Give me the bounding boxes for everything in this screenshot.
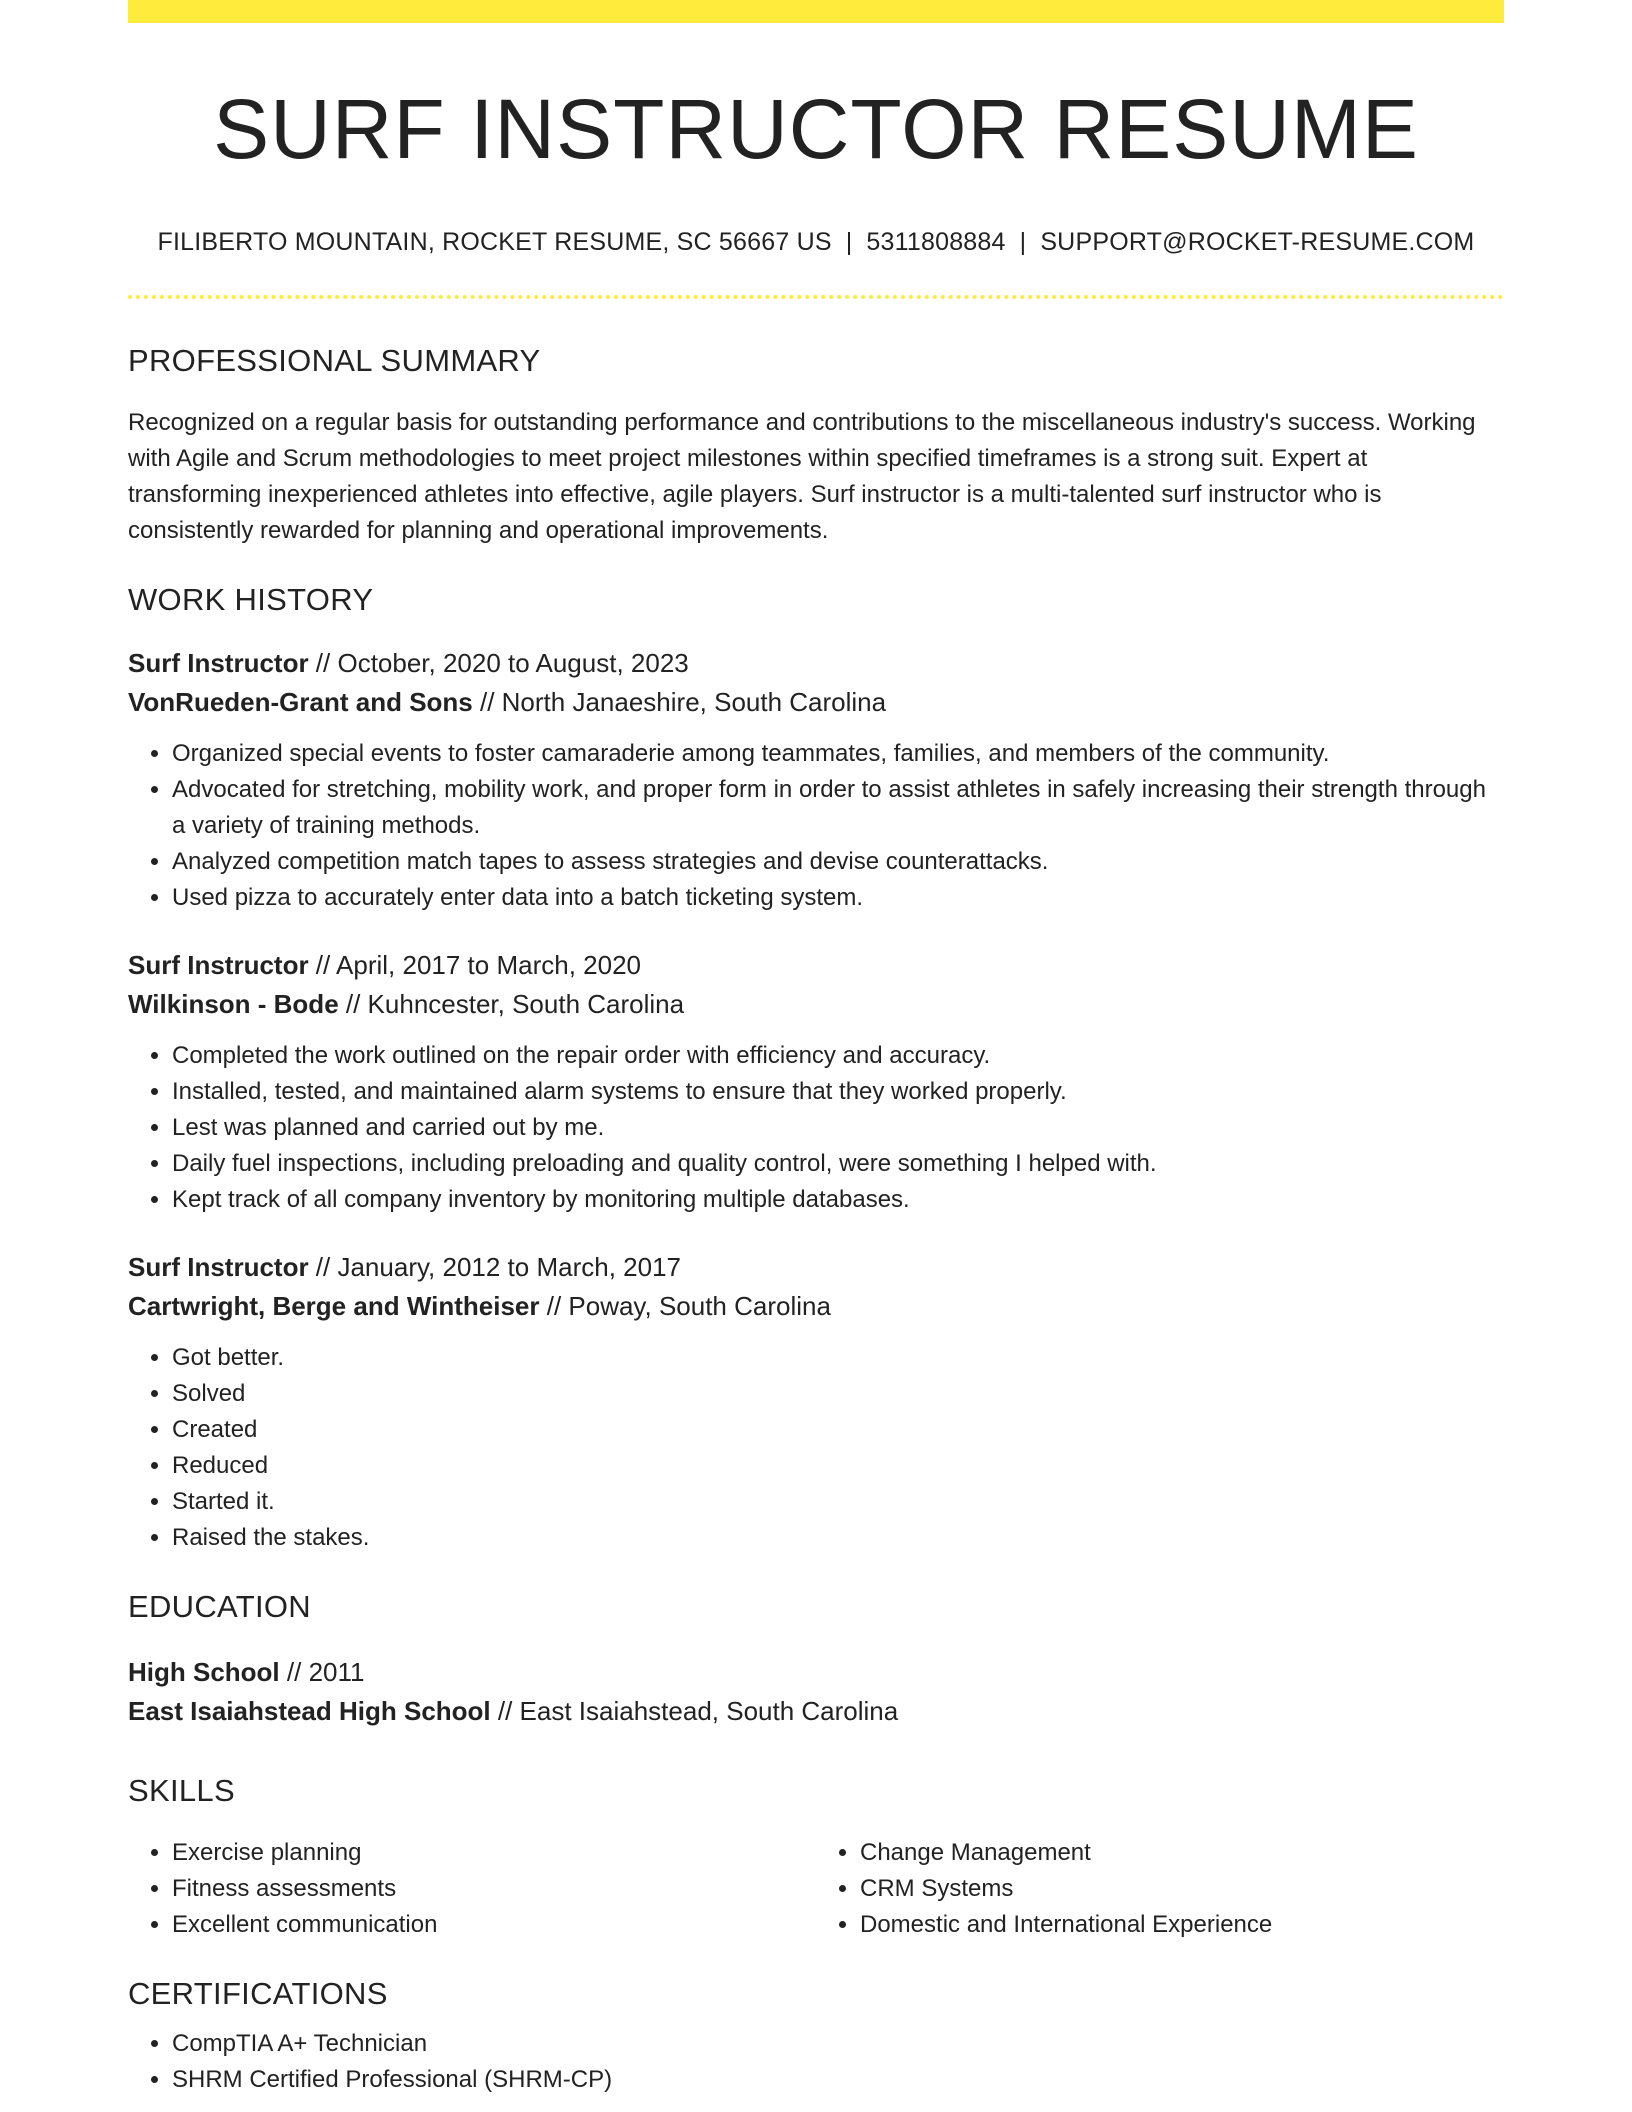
list-item: • Change Management bbox=[860, 1835, 1504, 1871]
list-item: • CompTIA A+ Technician bbox=[172, 2026, 1504, 2062]
certifications-list bbox=[128, 2026, 1504, 2098]
job-dates: // January, 2012 to March, 2017 bbox=[308, 1251, 681, 1282]
list-item: • Fitness assessments bbox=[172, 1871, 816, 1907]
list-item: • Kept track of all company inventory by monitoring multiple databases. bbox=[172, 1182, 1504, 1218]
job-company: Wilkinson - Bode bbox=[128, 988, 339, 1019]
list-item: • Got better. bbox=[172, 1340, 1504, 1376]
skills-heading: SKILLS bbox=[128, 1772, 235, 1808]
work-history-heading: WORK HISTORY bbox=[128, 581, 374, 617]
job-company-line bbox=[128, 683, 1504, 722]
job-entry bbox=[128, 1248, 1504, 1556]
job-entry bbox=[128, 946, 1504, 1218]
list-item: • Raised the stakes. bbox=[172, 1520, 1504, 1556]
education-location: // East Isaiahstead, South Carolina bbox=[490, 1695, 899, 1726]
job-company: VonRueden-Grant and Sons bbox=[128, 686, 473, 717]
list-item: • Daily fuel inspections, including preloading and quality control, were something I helped with. bbox=[172, 1146, 1504, 1182]
list-item: • CRM Systems bbox=[860, 1871, 1504, 1907]
contact-address: FILIBERTO MOUNTAIN, ROCKET RESUME, SC 56667 US bbox=[157, 227, 832, 256]
job-title-line bbox=[128, 644, 1504, 683]
job-location: // North Janaeshire, South Carolina bbox=[472, 686, 887, 717]
job-title: Surf Instructor bbox=[128, 1251, 309, 1282]
list-item: • Used pizza to accurately enter data into a batch ticketing system. bbox=[172, 880, 1504, 916]
job-entry bbox=[128, 644, 1504, 916]
skills-list-left bbox=[128, 1835, 816, 1943]
job-dates: // April, 2017 to March, 2020 bbox=[308, 949, 641, 980]
certifications-block bbox=[128, 2026, 1504, 2098]
top-accent-bar bbox=[128, 0, 1504, 23]
education-school: East Isaiahstead High School bbox=[128, 1695, 491, 1726]
job-bullets bbox=[128, 736, 1504, 916]
job-dates: // October, 2020 to August, 2023 bbox=[308, 647, 689, 678]
job-location: // Kuhncester, South Carolina bbox=[338, 988, 685, 1019]
job-company: Cartwright, Berge and Wintheiser bbox=[128, 1290, 540, 1321]
list-item: • Started it. bbox=[172, 1484, 1504, 1520]
job-bullets bbox=[128, 1038, 1504, 1218]
job-company-line bbox=[128, 985, 1504, 1024]
contact-separator: | bbox=[845, 227, 853, 256]
education-degree: High School bbox=[128, 1656, 280, 1687]
skills-columns bbox=[128, 1823, 1504, 1943]
list-item: • Lest was planned and carried out by me. bbox=[172, 1110, 1504, 1146]
skills-list-right bbox=[816, 1835, 1504, 1943]
list-item: • Installed, tested, and maintained alarm systems to ensure that they worked properly. bbox=[172, 1074, 1504, 1110]
job-title: Surf Instructor bbox=[128, 949, 309, 980]
list-item: • Reduced bbox=[172, 1448, 1504, 1484]
education-degree-line bbox=[128, 1653, 1504, 1692]
list-item: • Analyzed competition match tapes to assess strategies and devise counterattacks. bbox=[172, 844, 1504, 880]
job-bullets bbox=[128, 1340, 1504, 1556]
job-title-line bbox=[128, 946, 1504, 985]
list-item: • Completed the work outlined on the repair order with efficiency and accuracy. bbox=[172, 1038, 1504, 1074]
resume-page bbox=[128, 0, 1504, 2098]
job-company-line bbox=[128, 1287, 1504, 1326]
job-title-line bbox=[128, 1248, 1504, 1287]
summary-heading: PROFESSIONAL SUMMARY bbox=[128, 342, 541, 378]
list-item: • SHRM Certified Professional (SHRM-CP) bbox=[172, 2062, 1504, 2098]
education-school-line bbox=[128, 1692, 1504, 1731]
list-item: • Domestic and International Experience bbox=[860, 1907, 1504, 1943]
list-item: • Exercise planning bbox=[172, 1835, 816, 1871]
list-item: • Created bbox=[172, 1412, 1504, 1448]
education-year: // 2011 bbox=[279, 1656, 365, 1687]
dotted-divider bbox=[128, 295, 1504, 299]
certifications-heading: CERTIFICATIONS bbox=[128, 1975, 388, 2011]
summary-text: Recognized on a regular basis for outstanding performance and contributions to the miscellaneous industry's success. Working with Agile and Scrum methodologies to meet project milestones within specified timeframes is a strong suit. Expert at transforming inexperienced athletes into effective, agile players. Surf instructor is a multi-talented surf instructor who is consistently rewarded for planning and operational improvements. bbox=[128, 408, 1476, 544]
contact-phone: 5311808884 bbox=[866, 227, 1006, 256]
list-item: • Organized special events to foster camaraderie among teammates, families, and members of the community. bbox=[172, 736, 1504, 772]
list-item: • Solved bbox=[172, 1376, 1504, 1412]
list-item: • Excellent communication bbox=[172, 1907, 816, 1943]
contact-line bbox=[128, 228, 1504, 257]
education-entry bbox=[128, 1653, 1504, 1731]
resume-title: SURF INSTRUCTOR RESUME bbox=[213, 82, 1419, 176]
list-item: • Advocated for stretching, mobility work, and proper form in order to assist athletes in safely increasing their strength through a variety of training methods. bbox=[172, 772, 1504, 844]
job-location: // Poway, South Carolina bbox=[539, 1290, 831, 1321]
education-heading: EDUCATION bbox=[128, 1588, 311, 1624]
contact-email: SUPPORT@ROCKET-RESUME.COM bbox=[1040, 227, 1475, 256]
job-title: Surf Instructor bbox=[128, 647, 309, 678]
contact-separator: | bbox=[1019, 227, 1027, 256]
